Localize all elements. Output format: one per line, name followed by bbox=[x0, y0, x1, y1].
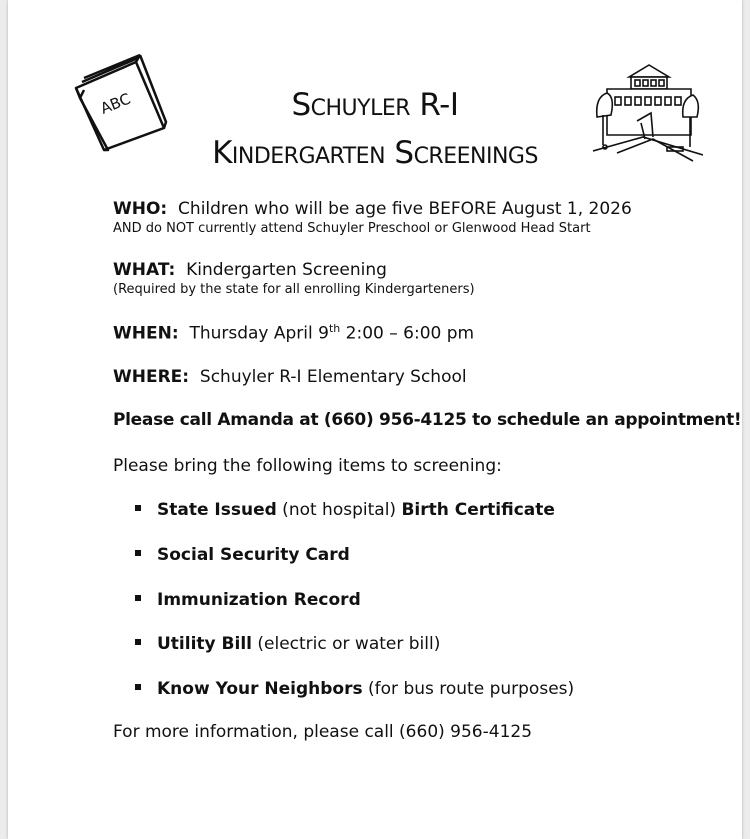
who-section bbox=[113, 199, 632, 236]
when-label: WHEN: bbox=[113, 323, 179, 344]
when-section bbox=[113, 322, 474, 344]
what-section bbox=[113, 260, 475, 297]
list-item: Social Security Card bbox=[135, 545, 350, 565]
call-instruction: Please call Amanda at (660) 956-4125 to schedule an appointment! bbox=[113, 410, 742, 430]
who-subtext: AND do NOT currently attend Schuyler Preschool or Glenwood Head Start bbox=[113, 221, 591, 236]
list-item: Utility Bill (electric or water bill) bbox=[135, 634, 440, 654]
what-label: WHAT: bbox=[113, 260, 176, 280]
bullet-icon bbox=[135, 550, 141, 556]
list-item: Immunization Record bbox=[135, 590, 361, 610]
when-date: Thursday April 9 bbox=[189, 323, 329, 344]
list-item: Know Your Neighbors (for bus route purposes) bbox=[135, 679, 574, 699]
where-text: Schuyler R-I Elementary School bbox=[199, 367, 467, 387]
who-label: WHO: bbox=[113, 199, 168, 219]
what-text: Kindergarten Screening bbox=[186, 260, 387, 280]
footer-contact: For more information, please call (660) 956-4125 bbox=[113, 722, 533, 742]
where-label: WHERE: bbox=[113, 367, 190, 387]
flyer-page bbox=[8, 0, 742, 839]
bullet-icon bbox=[135, 595, 141, 601]
when-time: 2:00 – 6:00 pm bbox=[345, 323, 475, 344]
bullet-icon bbox=[135, 505, 141, 511]
what-subtext: (Required by the state for all enrolling Kindergarteners) bbox=[113, 282, 475, 297]
title-line-1: Schuyler R-I bbox=[291, 87, 459, 123]
bring-items-heading: Please bring the following items to screening: bbox=[113, 456, 502, 476]
book-label: ABC bbox=[97, 89, 134, 118]
title-line-2: Kindergarten Screenings bbox=[212, 135, 538, 171]
bullet-icon bbox=[135, 639, 141, 645]
bullet-icon bbox=[135, 684, 141, 690]
where-section bbox=[113, 367, 467, 387]
list-item: State Issued (not hospital) Birth Certificate bbox=[135, 500, 555, 520]
when-date-suffix: th bbox=[328, 322, 341, 335]
who-text: Children who will be age five BEFORE August 1, 2026 bbox=[178, 199, 632, 219]
